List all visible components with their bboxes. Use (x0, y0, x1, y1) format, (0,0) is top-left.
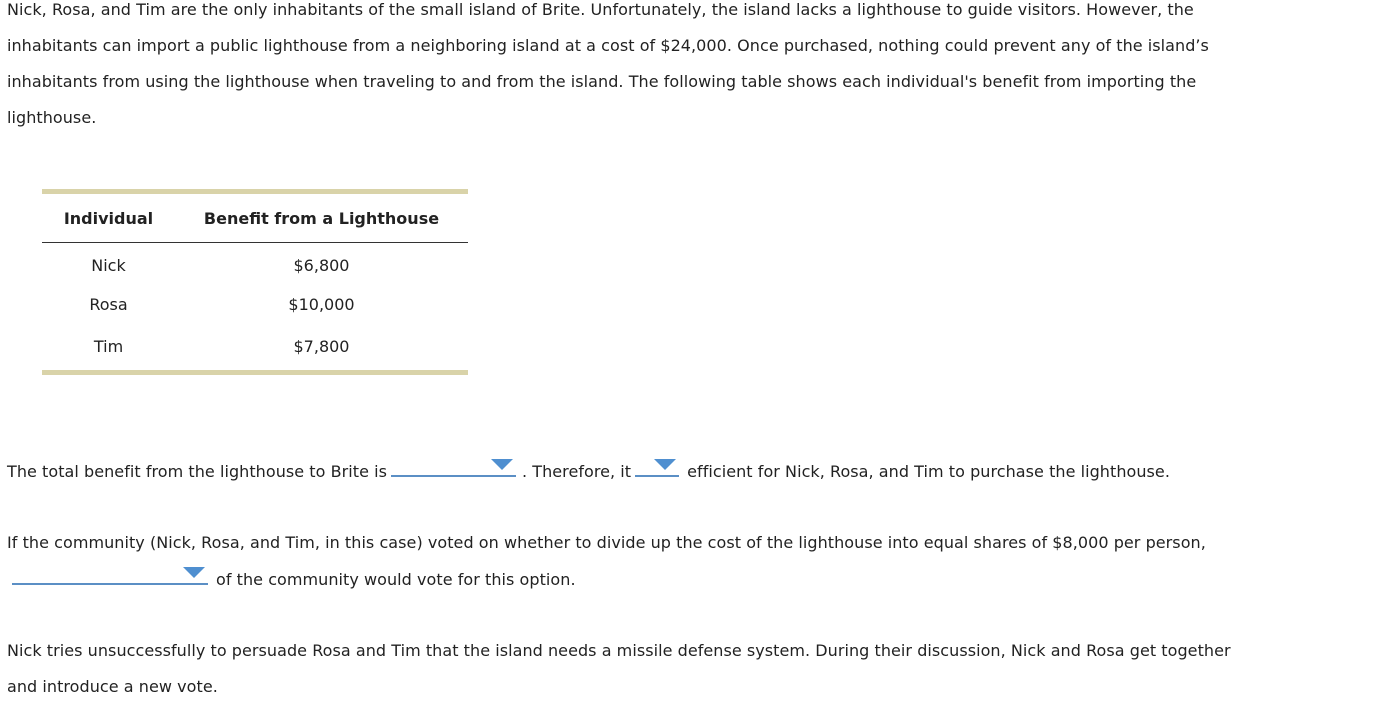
caret-down-icon (654, 459, 676, 470)
q2-line-2: of the community would vote for this option. (216, 570, 576, 589)
cell-individual: Tim (93, 336, 124, 356)
cell-benefit: $6,800 (293, 256, 350, 275)
caret-down-icon (183, 567, 205, 578)
header-benefit: Benefit from a Lighthouse (175, 194, 468, 243)
table-row (42, 285, 468, 324)
header-individual: Individual (42, 194, 175, 243)
table-header-row (42, 194, 468, 243)
question-total-benefit (7, 453, 1170, 490)
benefit-table (42, 194, 468, 370)
q2-line-1: If the community (Nick, Rosa, and Tim, in this case) voted on whether to divide up the cost of the lighthouse into equal shares of $8,000 per person, (7, 533, 1206, 552)
q1-text-middle: . Therefore, it (521, 462, 632, 481)
intro-paragraph (7, 0, 1367, 136)
total-benefit-dropdown[interactable] (391, 453, 516, 477)
q3-line-1: Nick tries unsuccessfully to persuade Rosa and Tim that the island needs a missile defense system. During their discussion, Nick and Rosa get together (7, 641, 1231, 660)
cell-benefit: $7,800 (293, 336, 350, 356)
intro-line-3: inhabitants from using the lighthouse when traveling to and from the island. The following table shows each individual's benefit from importing the (7, 72, 1197, 91)
table-row (42, 324, 468, 370)
cell-individual: Nick (91, 256, 126, 275)
intro-line-4: lighthouse. (7, 108, 97, 127)
cell-benefit: $10,000 (288, 295, 355, 314)
question-vote (7, 525, 1206, 598)
question-missile (7, 633, 1231, 705)
intro-line-2: inhabitants can import a public lighthouse from a neighboring island at a cost of $24,000. Once purchased, nothing could prevent any of the island’s (7, 36, 1209, 55)
cell-individual: Rosa (89, 295, 128, 314)
vote-share-dropdown[interactable] (12, 561, 208, 585)
table-bottom-rule (42, 370, 468, 375)
caret-down-icon (491, 459, 513, 470)
q1-text-start: The total benefit from the lighthouse to Brite is (7, 462, 387, 481)
benefit-table-container (42, 189, 468, 375)
q1-text-end: efficient for Nick, Rosa, and Tim to purchase the lighthouse. (687, 462, 1170, 481)
q3-line-2: and introduce a new vote. (7, 677, 218, 696)
intro-line-1: Nick, Rosa, and Tim are the only inhabitants of the small island of Brite. Unfortunately, the island lacks a lighthouse to guide visitors. However, the (7, 0, 1194, 19)
table-row (42, 243, 468, 286)
efficiency-dropdown[interactable] (635, 453, 679, 477)
